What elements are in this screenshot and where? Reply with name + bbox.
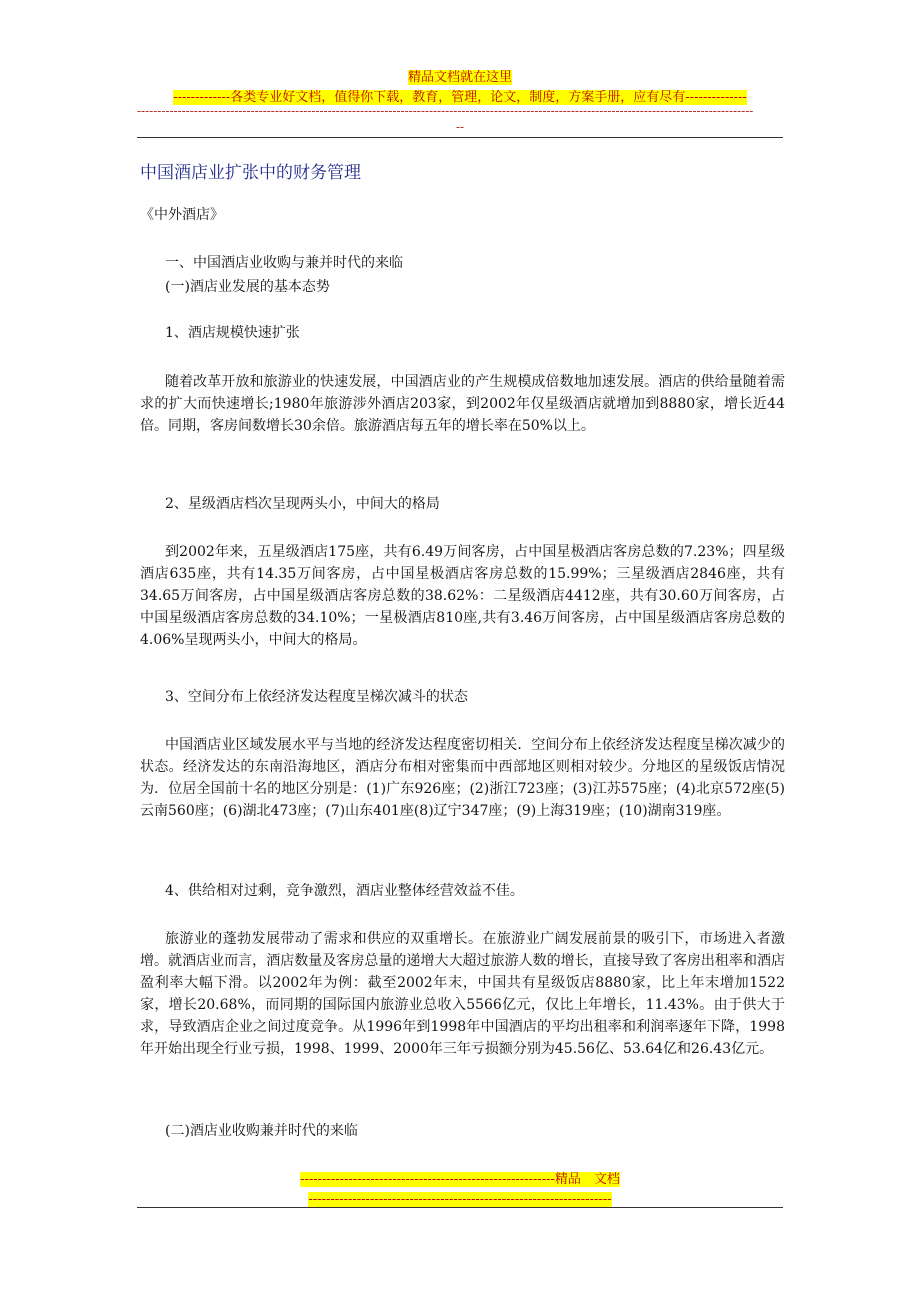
- section-3-title: 3、空间分布上依经济发达程度呈梯次减斗的状态: [165, 689, 468, 705]
- heading-1-1: (一)酒店业发展的基本态势: [165, 279, 330, 295]
- section-1-title: 1、酒店规模快速扩张: [165, 325, 300, 341]
- footer-line-1: ----------------------------------------------------------精品 文档: [300, 1172, 620, 1187]
- section-2-title: 2、星级酒店档次呈现两头小，中间大的格局: [165, 496, 440, 512]
- paragraph-3: 中国酒店业区域发展水平与当地的经济发达程度密切相关．空间分布上依经济发达程度呈梯次减少的状态。经济发达的东南沿海地区，酒店分布相对密集而中西部地区则相对较少。分地区的星级饭店情况为．位居全国前十名的地区分别是：(1)广东926座；(2)浙江723座；(3)江苏575座；(4)北京572座(5)云南560座；(6)湖北473座；(7)山东401座(8)辽宁347座；(9)上海319座；(10)湖南319座。: [140, 737, 785, 819]
- header-dashes-2: --: [455, 120, 465, 134]
- paragraph-1: 随着改革开放和旅游业的快速发展，中国酒店业的产生规模成倍数地加速发展。酒店的供给量随着需求的扩大而快速增长;1980年旅游涉外酒店203家，到2002年仅星级酒店就增加到8880家，增长近44倍。同期，客房间数增长30余倍。旅游酒店每五年的增长率在50%以上。: [140, 374, 785, 434]
- footer-line-2: ---------------------------------------------------------------------: [308, 1192, 612, 1207]
- section-4-title: 4、供给相对过剩，竞争激烈，酒店业整体经营效益不佳。: [165, 883, 524, 899]
- heading-1: 一、中国酒店业收购与兼并时代的来临: [165, 255, 403, 271]
- article-source: 《中外酒店》: [140, 207, 224, 223]
- footer: [0, 1168, 920, 1208]
- article-title: 中国酒店业扩张中的财务管理: [140, 163, 361, 183]
- heading-1-2: (二)酒店业收购兼并时代的来临: [165, 1123, 358, 1139]
- header-tagline: [0, 86, 920, 106]
- tagline-text: -------------各类专业好文档，值得你下载，教育，管理，论文，制度，方案手册，应有尽有--------------: [173, 90, 747, 105]
- footer-rule: [137, 1207, 783, 1208]
- paragraph-4: 旅游业的蓬勃发展带动了需求和供应的双重增长。在旅游业广阔发展前景的吸引下，市场进入者激增。就酒店业而言，酒店数量及客房总量的递增大大超过旅游人数的增长，直接导致了客房出租率和酒店盈利率大幅下滑。以2002年为例：截至2002年末，中国共有星级饭店8880家，比上年末增加1522家，增长20.68%，而同期的国际国内旅游业总收入5566亿元，仅比上年增长，11.43%。由于供大于求，导致酒店企业之间过度竞争。从1996年到1998年中国酒店的平均出租率和利润率逐年下降，1998年开始出现全行业亏损，1998、1999、2000年三年亏损额分别为45.56亿、53.64亿和26.43亿元。: [140, 931, 785, 1057]
- header-rule: [137, 137, 783, 138]
- paragraph-2: 到2002年来，五星级酒店175座，共有6.49万间客房，占中国星极酒店客房总数的7.23%；四星级酒店635座，共有14.35万间客房，占中国星极酒店客房总数的15.99%；三星级酒店2846座，共有34.65万间客房，占中国星级酒店客房总数的38.62%：二星级酒店4412座，共有30.60万间客房，占中国星级酒店客房总数的34.10%；一星极酒店810座,共有3.46万间客房，占中国星级酒店客房总数的4.06%呈现两头小，中间大的格局。: [140, 544, 785, 648]
- banner-text: 精品文档就在这里: [407, 70, 512, 85]
- header-dashes: --------------------------------------------------------------------------------------------------------------------------------------------------------: [137, 104, 754, 118]
- header-banner: [0, 66, 920, 86]
